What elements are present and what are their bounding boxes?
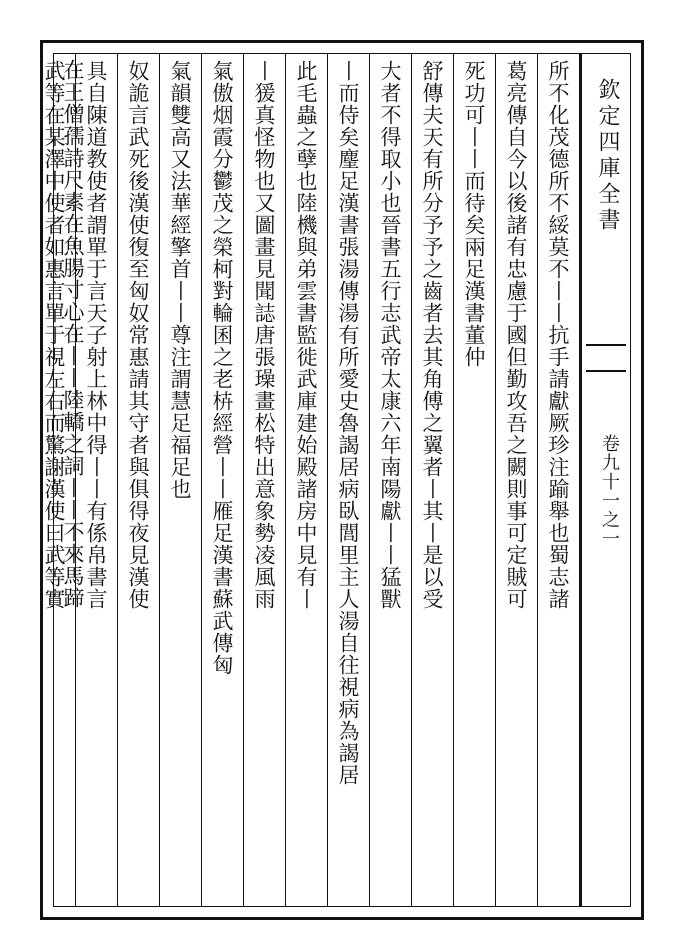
volume-label: 卷九十一之一 xyxy=(599,434,620,548)
fish-tail-mark-icon xyxy=(586,344,626,372)
text-column-3: 死功可丨丨而待矣兩足漢書董仲 xyxy=(454,54,496,906)
text-column-9: 氣傲烟霞分鬱茂之榮柯對輪囷之老枿經營丨丨雁足漢書蘇武傳匈 xyxy=(202,54,244,906)
text-column-14: 在王僧孺詩尺素在魚腸寸心在丨丨陸轎之詞丨丨不來馬蹄 xyxy=(61,59,85,609)
text-column-8: 丨猨真怪物也又圖畫見聞誌唐張璪畫松特出意象勢凌風雨 xyxy=(244,54,286,906)
text-column-10: 氣韻雙高又法華經擎首丨丨尊注謂慧足福足也 xyxy=(160,54,202,906)
text-column-7: 此毛蟲之孽也陸機與弟雲書監徙武庫建始殿諸房中見有丨 xyxy=(286,54,328,906)
text-column-5: 大者不得取小也晉書五行志武帝太康六年南陽獻丨丨猛獸 xyxy=(370,54,412,906)
text-column-11: 奴詭言武死後漢使復至匈奴常惠請其守者與俱得夜見漢使 xyxy=(118,54,160,906)
text-column-12: 具自陳道教使者謂單于言天子射上林中得丨丨有係帛書言 xyxy=(76,54,118,906)
page-edge-margin xyxy=(580,54,630,906)
page-frame xyxy=(40,40,644,920)
text-column-4: 舒傳夫天有所分予予之齒者去其角傅之翼者丨其丨是以受 xyxy=(412,54,454,906)
text-column-1: 所不化茂德所不綏莫不丨丨抗手請獻厥珍注踰舉也蜀志諸 xyxy=(538,54,580,906)
text-column-2: 葛亮傳自今以後諸有忠慮于國但勤攻吾之闕則事可定賊可 xyxy=(496,54,538,906)
text-column-13: 武等在某澤中使者如惠言單于視左右而驚謝漢使曰武等實 xyxy=(34,54,76,906)
book-title: 欽定四庫全書 xyxy=(595,78,620,234)
text-column-6: 丨而侍矣麈足漢書張湯傳湯有所愛史魯謁居病臥閭里主人湯自往視病為謁居 xyxy=(328,54,370,906)
text-block xyxy=(42,53,631,907)
